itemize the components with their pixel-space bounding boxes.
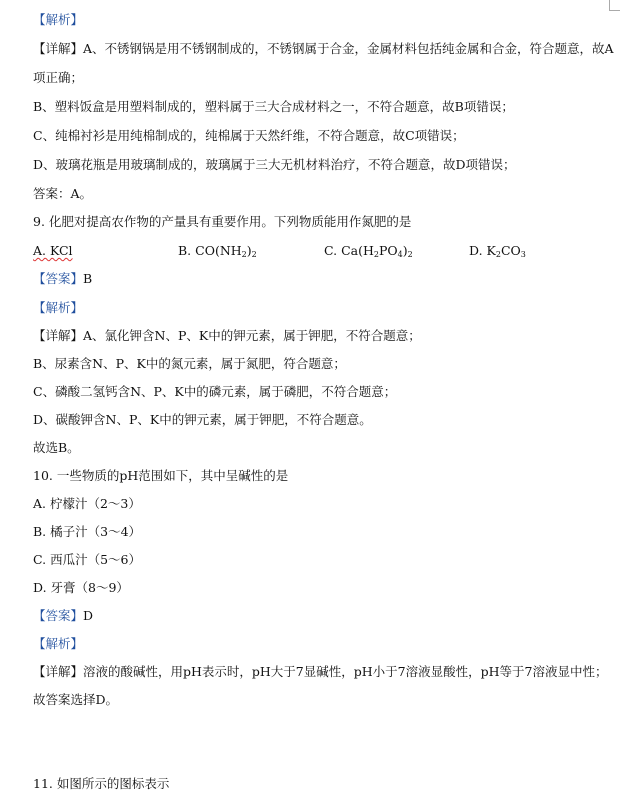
answer-line: 故答案选择D。 [33,692,119,707]
answer-10 [33,608,93,624]
option-d [469,243,526,259]
option-a: A. 柠檬汁（2～3） [33,496,141,511]
subscript: 2 [407,250,413,259]
answer-line: 故选B。 [33,440,80,455]
analysis-heading: 【解析】 [33,300,84,315]
question-11: 11. 如图所示的图标表示 [33,776,170,791]
detail-line: C、纯棉衬衫是用纯棉制成的，纯棉属于天然纤维，不符合题意，故C项错误； [33,128,465,143]
detail-line: 项正确； [33,70,84,85]
subscript: 3 [520,250,526,259]
subscript: 2 [495,250,501,259]
option-d-text: CO [500,243,521,258]
subscript: 2 [251,250,257,259]
option-d: D. 牙膏（8～9） [33,580,129,595]
option-c-text: PO [378,243,398,258]
option-b-text: ) [246,243,252,258]
option-c-text: C. Ca(H [324,243,374,258]
detail-line: C、磷酸二氢钙含N、P、K中的磷元素，属于磷肥，不符合题意； [33,384,397,399]
option-c [324,243,413,259]
detail-line: B、尿素含N、P、K中的氮元素，属于氮肥，符合题意； [33,356,346,371]
detail-line: B、塑料饭盒是用塑料制成的，塑料属于三大合成材料之一，不符合题意，故B项错误； [33,99,514,114]
question-9: 9. 化肥对提高农作物的产量具有重要作用。下列物质能用作氮肥的是 [33,214,412,229]
detail-line: 【详解】溶液的酸碱性，用pH表示时，pH大于7显碱性，pH小于7溶液显酸性，pH等于7溶液显中性； [33,664,608,679]
option-b [178,243,257,259]
answer-value: B [83,271,93,286]
detail-line: D、碳酸钾含N、P、K中的钾元素，属于钾肥，不符合题意。 [33,412,372,427]
detail-line: D、玻璃花瓶是用玻璃制成的，玻璃属于三大无机材料治疗，不符合题意，故D项错误； [33,157,516,172]
option-b: B. 橘子汁（3～4） [33,524,142,539]
answer-tag: 【答案】 [33,608,84,623]
analysis-heading: 【解析】 [33,636,84,651]
subscript: 4 [397,250,403,259]
answer-9 [33,271,92,287]
option-a [33,243,73,258]
detail-line: 【详解】A、不锈钢锅是用不锈钢制成的，不锈钢属于合金，金属材料包括纯金属和合金，符合题意，故A [33,41,614,56]
subscript: 2 [241,250,247,259]
page-corner-mark [609,0,620,11]
answer-value: D [83,608,94,623]
option-a-text: A. KCl [33,243,73,258]
option-d-text: D. K [469,243,496,258]
answer-line: 答案：A。 [33,186,93,201]
option-b-text: B. CO(NH [178,243,242,258]
subscript: 2 [373,250,379,259]
option-c: C. 西瓜汁（5～6） [33,552,141,567]
answer-tag: 【答案】 [33,271,84,286]
question-10: 10. 一些物质的pH范围如下，其中呈碱性的是 [33,468,289,483]
analysis-heading: 【解析】 [33,12,84,27]
option-c-text: ) [402,243,408,258]
detail-line: 【详解】A、氯化钾含N、P、K中的钾元素，属于钾肥，不符合题意； [33,328,421,343]
